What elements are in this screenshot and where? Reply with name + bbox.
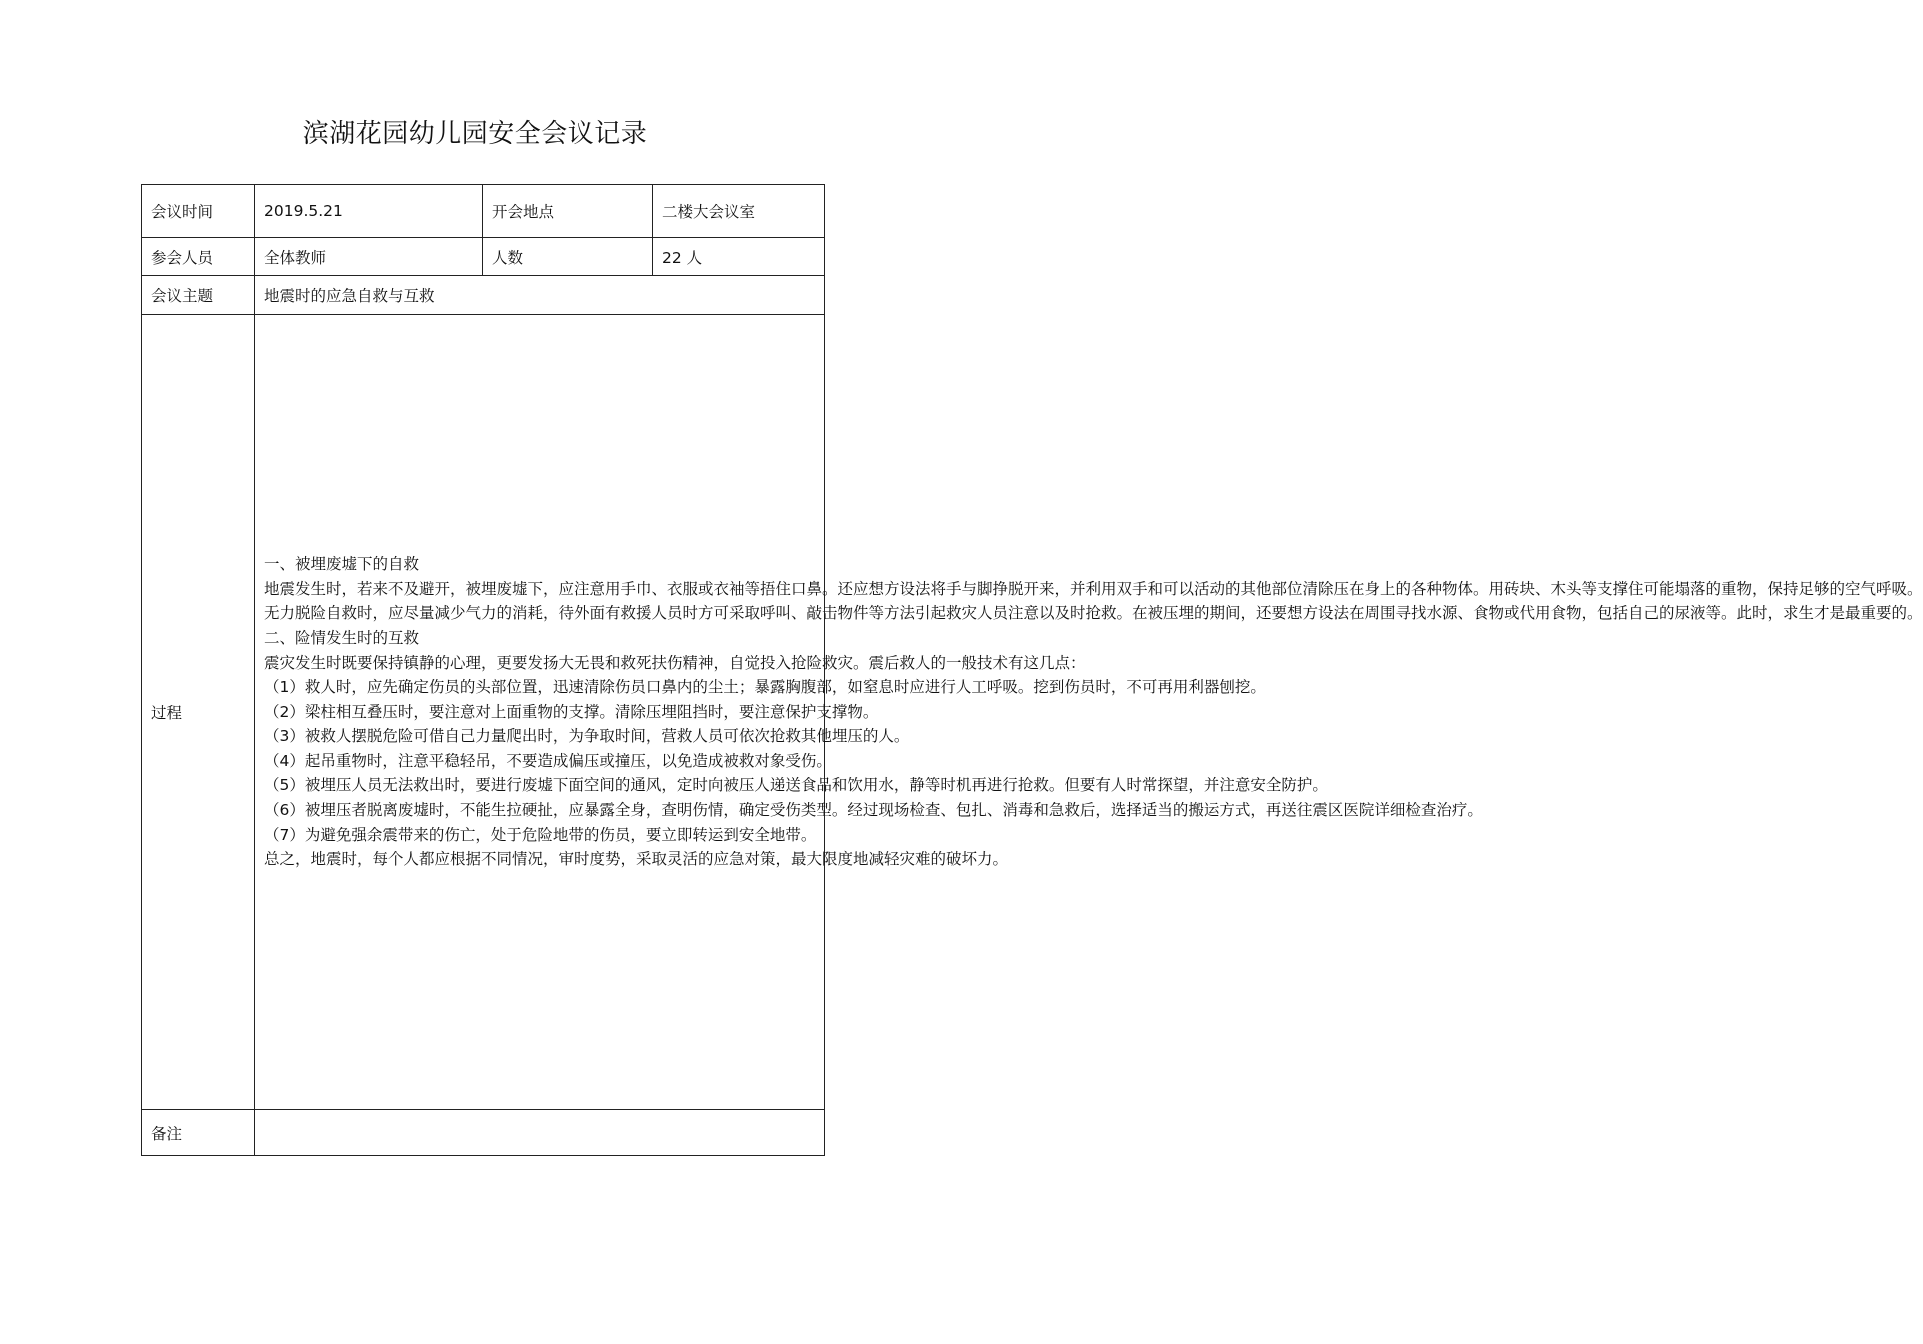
- process-step-1: （1）救人时，应先确定伤员的头部位置，迅速清除伤员口鼻内的尘土；暴露胸腹部，如窒息时应进行人工呼吸。挖到伤员时，不可再用利器刨挖。: [264, 678, 1266, 697]
- notes-label: 备注: [142, 1110, 255, 1156]
- process-step-7: （7）为避免强余震带来的伤亡，处于危险地带的伤员，要立即转运到安全地带。: [264, 825, 817, 844]
- document-title: 滨湖花园幼儿园安全会议记录: [302, 119, 648, 149]
- attendee-count-value: 22 人: [653, 238, 825, 276]
- process-step-6: （6）被埋压者脱离废墟时，不能生拉硬扯，应暴露全身，查明伤情，确定受伤类型。经过现场检查、包扎、消毒和急救后，选择适当的搬运方式，再送往震区医院详细检查治疗。: [264, 801, 1483, 820]
- process-row: [142, 315, 825, 1110]
- meeting-time-value: 2019.5.21: [255, 185, 483, 238]
- process-step-4: （4）起吊重物时，注意平稳轻吊，不要造成偏压或撞压，以免造成被救对象受伤。: [264, 751, 832, 770]
- process-paragraph: 震灾发生时既要保持镇静的心理，更要发扬大无畏和救死扶伤精神，自觉投入抢险救灾。震后救人的一般技术有这几点：: [264, 653, 1086, 672]
- process-step-2: （2）梁柱相互叠压时，要注意对上面重物的支撑。清除压埋阻挡时，要注意保护支撑物。: [264, 702, 879, 721]
- attendees-label: 参会人员: [142, 238, 255, 276]
- attendees-value: 全体教师: [255, 238, 483, 276]
- process-step-5: （5）被埋压人员无法救出时，要进行废墟下面空间的通风，定时向被压人递送食品和饮用水，静等时机再进行抢救。但要有人时常探望，并注意安全防护。: [264, 776, 1328, 795]
- process-paragraph: 无力脱险自救时，应尽量减少气力的消耗，待外面有救援人员时方可采取呼叫、敲击物件等方法引起救灾人员注意以及时抢救。在被压埋的期间，还要想方设法在周围寻找水源、食物或代用食物，包括自己的尿液等。此时，求生才是最重要的。: [264, 604, 1923, 623]
- process-label: 过程: [142, 315, 255, 1110]
- meeting-place-label: 开会地点: [483, 185, 653, 238]
- attendee-count-label: 人数: [483, 238, 653, 276]
- meeting-place-value: 二楼大会议室: [653, 185, 825, 238]
- process-conclusion: 总之，地震时，每个人都应根据不同情况，审时度势，采取灵活的应急对策，最大限度地减轻灾难的破坏力。: [264, 850, 1009, 869]
- process-paragraph: 地震发生时，若来不及避开，被埋废墟下，应注意用手巾、衣服或衣袖等捂住口鼻。还应想方设法将手与脚挣脱开来，并利用双手和可以活动的其他部位清除压在身上的各种物体。用砖块、木头等支撑住可能塌落的重物，保持足够的空气呼吸。: [264, 579, 1923, 598]
- topic-value: 地震时的应急自救与互救: [255, 276, 825, 315]
- process-content: [255, 315, 1923, 1110]
- topic-label: 会议主题: [142, 276, 255, 315]
- topic-row: [142, 276, 825, 315]
- meeting-record-table: [141, 184, 1923, 1156]
- notes-row: [142, 1110, 825, 1156]
- process-step-3: （3）被救人摆脱危险可借自己力量爬出时，为争取时间，营救人员可依次抢救其他埋压的人。: [264, 727, 910, 746]
- process-heading-2: 二、险情发生时的互救: [264, 628, 420, 647]
- process-heading-1: 一、被埋废墟下的自救: [264, 555, 420, 574]
- notes-value: [255, 1110, 825, 1156]
- meeting-time-label: 会议时间: [142, 185, 255, 238]
- attendees-row: [142, 238, 825, 276]
- meeting-time-row: [142, 185, 825, 238]
